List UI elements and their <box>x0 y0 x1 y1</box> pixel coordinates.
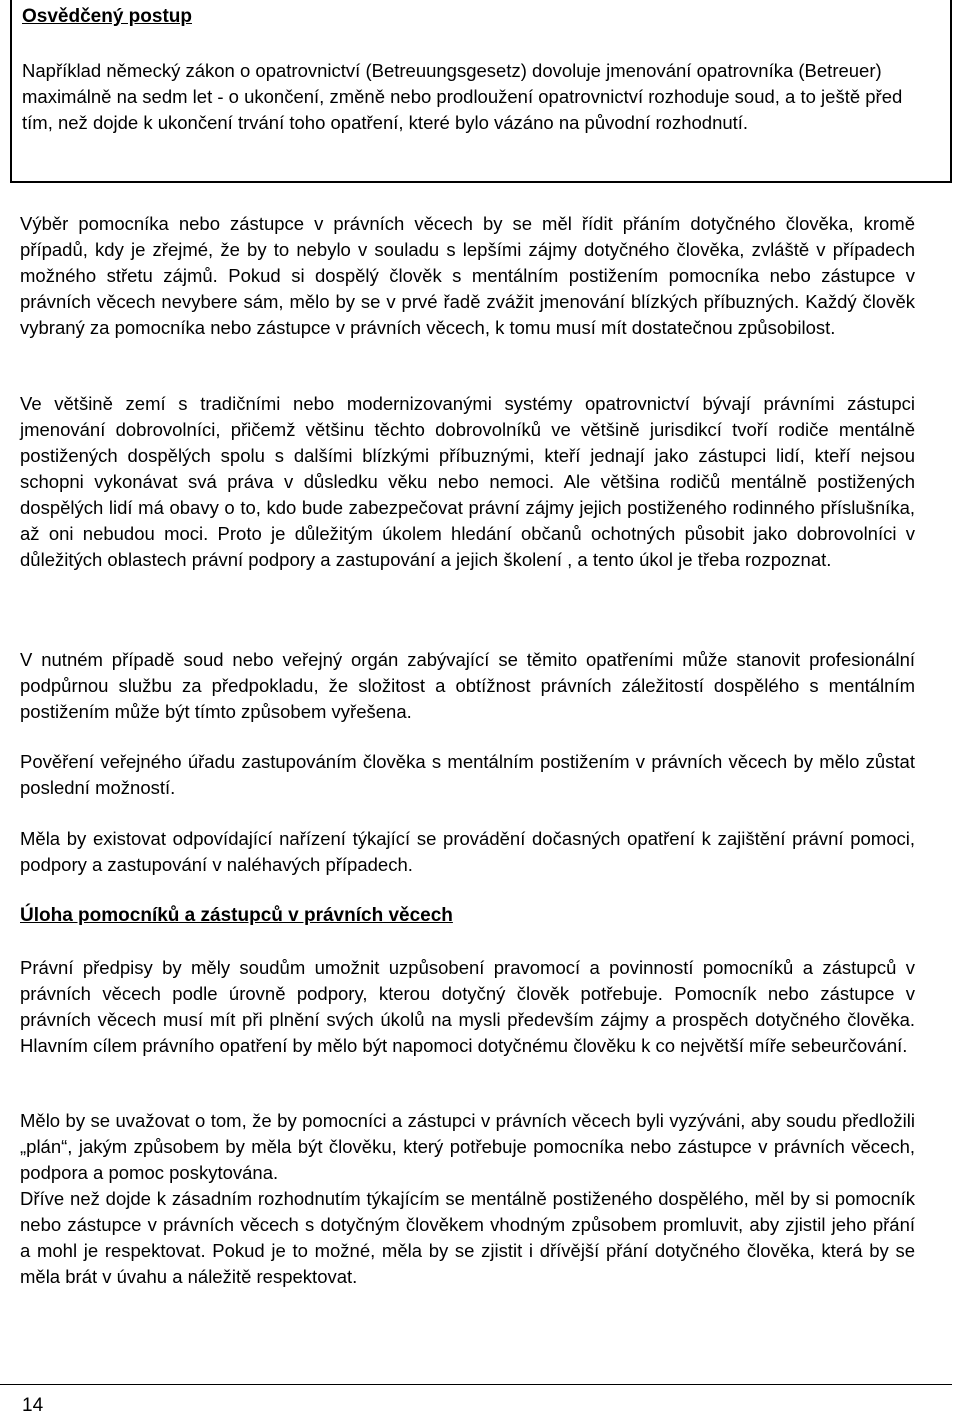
paragraph-5: Měla by existovat odpovídající nařízení týkající se provádění dočasných opatření k zajištění právní pomoci, podpory a zastupování v naléhavých případech. <box>20 828 915 875</box>
box-title: Osvědčený postup <box>22 6 192 27</box>
section-paragraph-2: Mělo by se uvažovat o tom, že by pomocníci a zástupci v právních věcech byli vyzýváni, aby soudu předložili „plán“, jakým způsobem by měla být člověku, který potřebuje pomocníka nebo zástupce v právních věcech, podpora a pomoc poskytována. <box>20 1110 915 1183</box>
section-paragraph-3: Dříve než dojde k zásadním rozhodnutím týkajícím se mentálně postiženého dospělého, měl by si pomocník nebo zástupce v právních věcech s dotyčným člověkem vhodným způsobem promluvit, aby zjistil jeho přání a mohl je respektovat. Pokud je to možné, měla by se zjistit i dřívější přání dotyčného člověka, která by se měla brát v úvahu a náležitě respektovat. <box>20 1188 915 1287</box>
paragraph-4: Pověření veřejného úřadu zastupováním člověka s mentálním postižením v právních věcech by mělo zůstat poslední možností. <box>20 751 915 798</box>
page-number: 14 <box>22 1395 44 1416</box>
paragraph-1: Výběr pomocníka nebo zástupce v právních věcech by se měl řídit přáním dotyčného člověka, kromě případů, kdy je zřejmé, že by to nebylo v souladu s lepšími zájmy dotyčného člověka, zvláště v případech možného střetu zájmů. Pokud si dospělý člověk s mentálním postižením pomocníka nebo zástupce v právních věcech nevybere sám, mělo by se v prvé řadě zvážit jmenování blízkých příbuzných. Každý člověk vybraný za pomocníka nebo zástupce v právních věcech, k tomu musí mít dostatečnou způsobilost. <box>20 213 915 338</box>
section-heading: Úloha pomocníků a zástupců v právních věcech <box>20 905 453 926</box>
paragraph-2: Ve většině zemí s tradičními nebo modernizovanými systémy opatrovnictví bývají právními zástupci jmenování dobrovolníci, přičemž většinu těchto dobrovolníků ve většině jurisdikcí tvoří rodiče mentálně postižených dospělých spolu s dalšími blízkými příbuznými, kteří jednají jako zástupci lidí, kteří nejsou schopni vykonávat svá práva v důsledku věku nebo nemoci. Ale většina rodičů mentálně postižených dospělých lidí má obavy o to, kdo bude zabezpečovat právní zájmy jejich postiženého rodinného příslušníka, až oni nebudou moci. Proto je důležitým úkolem hledání občanů ochotných působit jako dobrovolníci v důležitých oblastech právní podpory a zastupování a jejich školení , a tento úkol je třeba rozpoznat. <box>20 393 915 570</box>
paragraph-3: V nutném případě soud nebo veřejný orgán zabývající se těmito opatřeními může stanovit profesionální podpůrnou službu za předpokladu, že složitost a obtížnost právních záležitostí dospělého s mentálním postižením může být tímto způsobem vyřešena. <box>20 649 915 722</box>
best-practice-box <box>10 0 952 183</box>
box-text: Například německý zákon o opatrovnictví (Betreuungsgesetz) dovoluje jmenování opatrovníka (Betreuer) maximálně na sedm let - o ukončení, změně nebo prodloužení opatrovnictví rozhoduje soud, a to ještě před tím, než dojde k ukončení trvání toho opatření, které bylo vázáno na původní rozhodnutí. <box>22 60 903 133</box>
footer-rule <box>0 1384 952 1385</box>
section-paragraph-1: Právní předpisy by měly soudům umožnit uzpůsobení pravomocí a povinností pomocníků a zástupců v právních věcech podle úrovně podpory, kterou dotyčný člověk potřebuje. Pomocník nebo zástupce v právních věcech musí mít při plnění svých úkolů na mysli především zájmy a prospěch dotyčného člověka. Hlavním cílem právního opatření by mělo být napomoci dotyčnému člověku k co největší míře sebeurčování. <box>20 957 915 1056</box>
